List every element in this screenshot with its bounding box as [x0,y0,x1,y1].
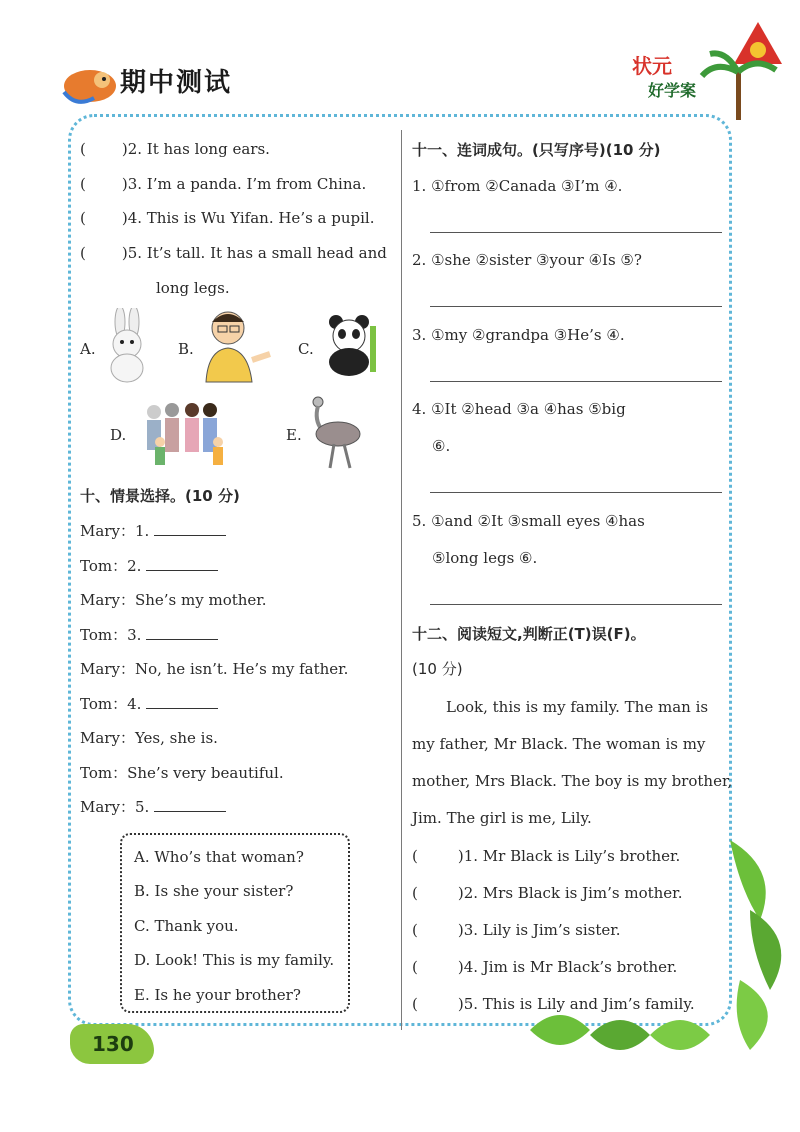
word-order-3: 3. ①my ②grandpa ③He’s ④. [412,326,625,344]
passage-line-1: Look, this is my family. The man is [446,698,709,716]
tf-item-1: ( )1. Mr Black is Lily’s brother. [412,847,681,865]
section-12-title: 十二、阅读短文,判断正(T)误(F)。 [412,625,646,643]
match-item-5: ( )5. It’s tall. It has a small head and [80,244,387,262]
option-c: C. Thank you. [134,917,239,935]
boy-icon [198,306,274,388]
answer-line-3[interactable] [430,381,722,382]
passage-line-3: mother, Mrs Black. The boy is my brother, [412,772,733,790]
answer-blank[interactable] [146,556,218,571]
rabbit-icon [98,308,158,388]
page-number-badge [70,1024,154,1064]
dialogue-line-7: Mary：Yes, she is. [80,729,218,747]
passage-line-4: Jim. The girl is me, Lily. [412,809,592,827]
section-12-points: (10 分) [412,660,463,678]
dialogue-line-8: Tom：She’s very beautiful. [80,764,284,782]
dialogue-line-6: Tom：4. [80,693,218,714]
page-title: 期中测试 [120,68,233,98]
dialogue-line-1: Mary：1. [80,520,226,541]
word-order-2: 2. ①she ②sister ③your ④Is ⑤? [412,251,642,269]
palm-tree-icon [696,20,796,124]
match-item-5-cont: long legs. [156,279,230,297]
match-item-2: ( )2. It has long ears. [80,140,270,158]
match-item-3: ( )3. I’m a panda. I’m from China. [80,175,367,193]
picture-label-a: A. [80,340,96,358]
dialogue-line-5: Mary：No, he isn’t. He’s my father. [80,660,349,678]
picture-label-c: C. [298,340,314,358]
tf-item-5: ( )5. This is Lily and Jim’s family. [412,995,695,1013]
page-number: 130 [92,1032,134,1056]
answer-line-1[interactable] [430,232,722,233]
section-11-title: 十一、连词成句。(只写序号)(10 分) [412,141,661,159]
word-order-5-cont: ⑤long legs ⑥. [432,549,538,567]
answer-blank[interactable] [146,625,218,640]
match-item-4: ( )4. This is Wu Yifan. He’s a pupil. [80,209,375,227]
answer-line-4[interactable] [430,492,722,493]
answer-blank[interactable] [154,797,226,812]
dialogue-line-3: Mary：She’s my mother. [80,591,267,609]
word-order-5: 5. ①and ②It ③small eyes ④has [412,512,645,530]
answer-blank[interactable] [146,694,218,709]
brand-logo-bottom: 好学案 [648,81,697,100]
answer-blank[interactable] [154,521,226,536]
tf-item-4: ( )4. Jim is Mr Black’s brother. [412,958,678,976]
dialogue-line-9: Mary：5. [80,796,226,817]
picture-label-e: E. [286,426,302,444]
family-icon [138,398,230,470]
option-e: E. Is he your brother? [134,986,301,1004]
option-d: D. Look! This is my family. [134,951,335,969]
tf-item-2: ( )2. Mrs Black is Jim’s mother. [412,884,683,902]
leaves-decoration-icon [520,830,800,1074]
answer-line-2[interactable] [430,306,722,307]
panda-icon [318,312,388,382]
picture-label-d: D. [110,426,127,444]
section-10-title: 十、情景选择。(10 分) [80,487,240,505]
brand-logo-top: 状元 [632,54,672,78]
tf-item-3: ( )3. Lily is Jim’s sister. [412,921,621,939]
word-order-4-cont: ⑥. [432,437,451,455]
word-order-4: 4. ①It ②head ③a ④has ⑤big [412,400,626,418]
option-b: B. Is she your sister? [134,882,294,900]
passage-line-2: my father, Mr Black. The woman is my [412,735,706,753]
column-divider [401,130,402,1030]
mascot-icon [60,58,120,112]
ostrich-icon [304,396,366,474]
answer-line-5[interactable] [430,604,722,605]
picture-label-b: B. [178,340,194,358]
word-order-1: 1. ①from ②Canada ③I’m ④. [412,177,623,195]
dialogue-line-2: Tom：2. [80,555,218,576]
dialogue-line-4: Tom：3. [80,624,218,645]
option-a: A. Who’s that woman? [134,848,304,866]
